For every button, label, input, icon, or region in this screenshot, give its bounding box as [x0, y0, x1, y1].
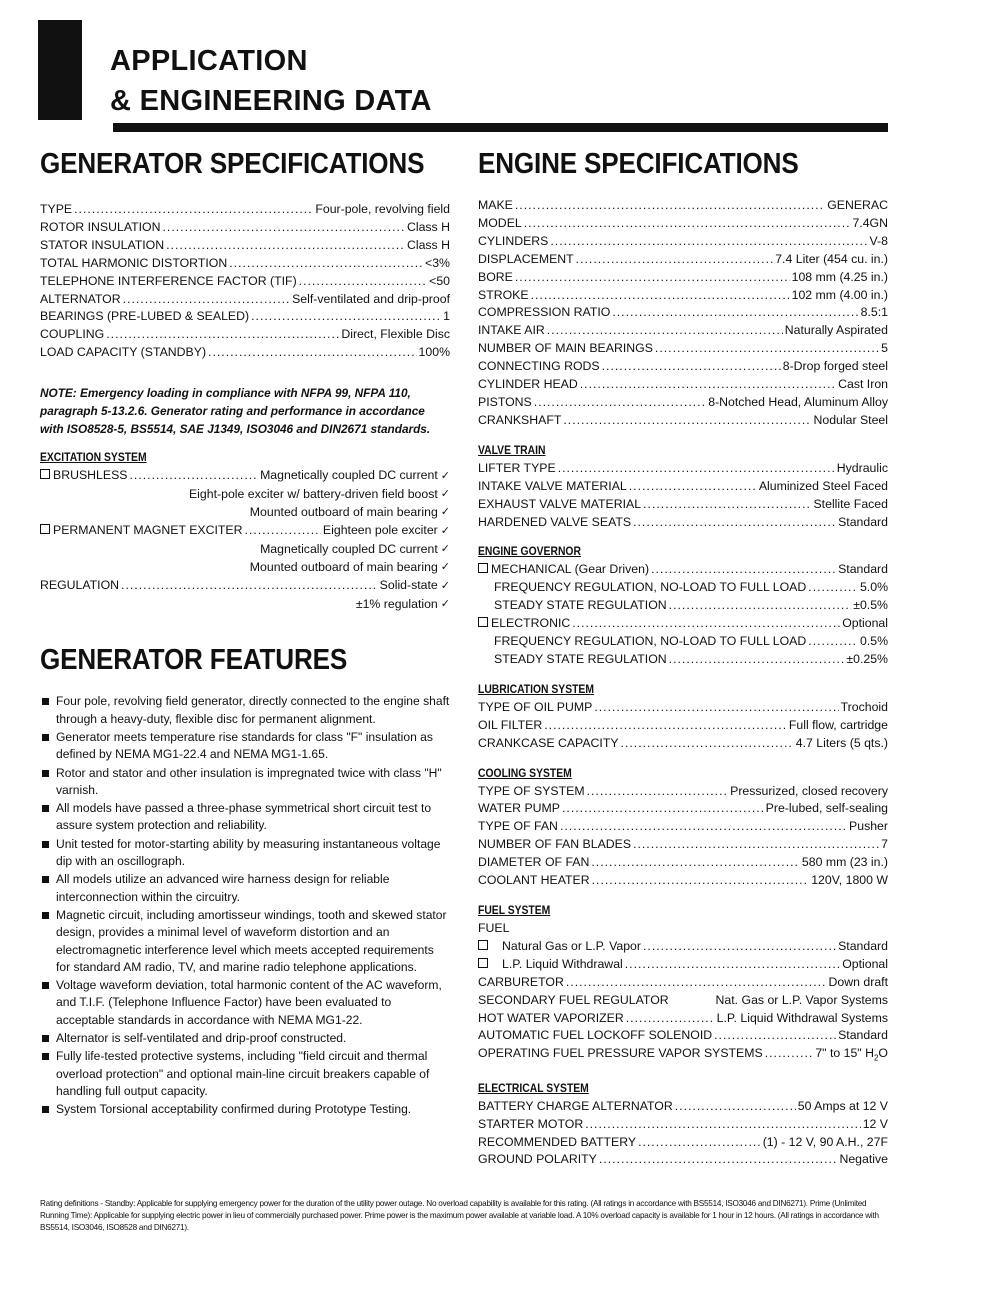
checkmark-icon: ✓	[440, 505, 450, 518]
checkmark-icon: ✓	[440, 579, 450, 592]
list-item: Fully life-tested protective systems, including "field circuit and thermal overload protection" and optional main-line circuit breakers capable of handling full output capacity.	[40, 1048, 450, 1100]
spec-row: NUMBER OF FAN BLADES ..... 7	[478, 836, 888, 854]
bullet-icon	[42, 841, 49, 848]
spec-row: SECONDARY FUEL REGULATOR Nat. Gas or L.P. Vapor Systems	[478, 992, 888, 1007]
pm-exciter-row: PERMANENT MAGNET EXCITER ..... Eighteen pole exciter ✓	[40, 522, 450, 541]
bullet-icon	[42, 912, 49, 919]
list-item: All models have passed a three-phase symmetrical short circuit test to assure system protection and reliability.	[40, 800, 450, 835]
fuel-heading: FUEL SYSTEM	[478, 905, 551, 917]
pm-exciter-line: Mounted outboard of main bearing ✓	[40, 559, 450, 577]
bullet-icon	[42, 1106, 49, 1113]
spec-row: TYPE ..... Four-pole, revolving field	[40, 201, 450, 219]
spec-row: BEARINGS (PRE-LUBED & SEALED) ..... 1	[40, 308, 450, 326]
spec-row: CRANKSHAFT ..... Nodular Steel	[478, 412, 888, 430]
bullet-icon	[42, 1053, 49, 1060]
bullet-icon	[42, 982, 49, 989]
spec-row: TELEPHONE INTERFERENCE FACTOR (TIF) ..... <50	[40, 273, 450, 291]
excitation-heading: EXCITATION SYSTEM	[40, 452, 147, 465]
checkmark-icon: ✓	[440, 524, 450, 537]
spec-row: STATOR INSULATION ..... Class H	[40, 237, 450, 255]
checkbox-icon	[40, 469, 50, 479]
spec-row: PISTONS ..... 8-Notched Head, Aluminum Alloy	[478, 394, 888, 412]
spec-row: TYPE OF OIL PUMP ..... Trochoid	[478, 699, 888, 717]
bullet-icon	[42, 805, 49, 812]
valve-train-heading: VALVE TRAIN	[478, 444, 546, 457]
spec-row: FREQUENCY REGULATION, NO-LOAD TO FULL LOAD ..... 5.0%	[478, 579, 888, 597]
bullet-icon	[42, 770, 49, 777]
generator-specs-list	[40, 201, 450, 362]
spec-row: STEADY STATE REGULATION ..... ±0.5%	[478, 597, 888, 615]
spec-row: BATTERY CHARGE ALTERNATOR ..... 50 Amps at 12 V	[478, 1098, 888, 1116]
spec-row: WATER PUMP ..... Pre-lubed, self-sealing	[478, 800, 888, 818]
spec-row: TYPE OF FAN ..... Pusher	[478, 818, 888, 836]
list-item: All models utilize an advanced wire harness design for reliable interconnection within the circuitry.	[40, 871, 450, 906]
spec-row: FUEL	[478, 921, 510, 935]
list-item: Rotor and stator and other insulation is impregnated twice with class "H" varnish.	[40, 765, 450, 800]
spec-row: GROUND POLARITY ..... Negative	[478, 1151, 888, 1169]
spec-row: DISPLACEMENT ..... 7.4 Liter (454 cu. in.)	[478, 251, 888, 269]
spec-row: EXHAUST VALVE MATERIAL ..... Stellite Faced	[478, 496, 888, 514]
spec-row: STROKE ..... 102 mm (4.00 in.)	[478, 287, 888, 305]
spec-row: INTAKE VALVE MATERIAL ..... Aluminized Steel Faced	[478, 478, 888, 496]
spec-row: COUPLING ..... Direct, Flexible Disc	[40, 326, 450, 344]
list-item: Unit tested for motor-starting ability by measuring instantaneous voltage dip with an oscillograph.	[40, 836, 450, 871]
features-list	[40, 693, 450, 1118]
bullet-icon	[42, 734, 49, 741]
electrical-heading: ELECTRICAL SYSTEM	[478, 1082, 589, 1095]
checkbox-icon	[478, 617, 488, 627]
checkbox-icon	[478, 958, 488, 968]
spec-row: CARBURETOR ..... Down draft	[478, 974, 888, 992]
spec-row: BORE ..... 108 mm (4.25 in.)	[478, 269, 888, 287]
spec-row: LOAD CAPACITY (STANDBY) ..... 100%	[40, 344, 450, 362]
spec-row: ALTERNATOR ..... Self-ventilated and drip-proof	[40, 291, 450, 309]
bullet-icon	[42, 698, 49, 705]
list-item: Voltage waveform deviation, total harmonic content of the AC waveform, and T.I.F. (Telephone Influence Factor) have been evaluated to acceptable standards in accordance with NEMA MG1-22.	[40, 977, 450, 1029]
generator-specs-heading: GENERATOR SPECIFICATIONS	[40, 148, 425, 180]
spec-row: CYLINDERS ..... V-8	[478, 233, 888, 251]
spec-row: MODEL ..... 7.4GN	[478, 215, 888, 233]
bullet-icon	[42, 1035, 49, 1042]
right-column	[478, 145, 888, 1169]
brushless-row: BRUSHLESS ..... Magnetically coupled DC current ✓	[40, 467, 450, 486]
spec-row: DIAMETER OF FAN ..... 580 mm (23 in.)	[478, 854, 888, 872]
spec-row: Natural Gas or L.P. Vapor ..... Standard	[478, 938, 888, 956]
spec-row: AUTOMATIC FUEL LOCKOFF SOLENOID ..... Standard	[478, 1027, 888, 1045]
page-title-line1: APPLICATION	[110, 45, 308, 77]
spec-row: OPERATING FUEL PRESSURE VAPOR SYSTEMS ..... 7" to 15" $H_2O$	[478, 1045, 888, 1067]
checkmark-icon: ✓	[440, 488, 450, 501]
checkbox-icon	[40, 524, 50, 534]
brushless-line: Mounted outboard of main bearing ✓	[40, 504, 450, 522]
spec-row: MECHANICAL (Gear Driven) ..... Standard	[478, 561, 888, 579]
list-item: Magnetic circuit, including amortisseur windings, tooth and skewed stator design, provides a minimal level of waveform distortion and an electromagnetic interference level which meets accepted requirements for standard AM radio, TV, and marine radio telephone applications.	[40, 907, 450, 976]
spec-row: CONNECTING RODS ..... 8-Drop forged steel	[478, 358, 888, 376]
spec-row: COMPRESSION RATIO ..... 8.5:1	[478, 304, 888, 322]
compliance-note: NOTE: Emergency loading in compliance with NFPA 99, NFPA 110, paragraph 5-13.2.6. Generator rating and performance in accordance with ISO8528-5, BS5514, SAE J1349, ISO3046 and DIN2671 standards.	[40, 386, 431, 437]
spec-row: CYLINDER HEAD ..... Cast Iron	[478, 376, 888, 394]
regulation-row: REGULATION ..... Solid-state ✓	[40, 577, 450, 596]
engine-specs-list	[478, 197, 888, 430]
header-black-bar	[38, 20, 82, 120]
spec-row: HARDENED VALVE SEATS ..... Standard	[478, 514, 888, 532]
engine-specs-heading: ENGINE SPECIFICATIONS	[478, 148, 799, 180]
checkmark-icon: ✓	[440, 597, 450, 610]
list-item: Four pole, revolving field generator, directly connected to the engine shaft through a heavy-duty, flexible disc for permanent alignment.	[40, 693, 450, 728]
list-item: System Torsional acceptability confirmed during Prototype Testing.	[40, 1101, 450, 1118]
spec-row: INTAKE AIR ..... Naturally Aspirated	[478, 322, 888, 340]
generator-features-heading: GENERATOR FEATURES	[40, 644, 348, 677]
spec-row: CRANKCASE CAPACITY ..... 4.7 Liters (5 qts.)	[478, 735, 888, 753]
brushless-line: Eight-pole exciter w/ battery-driven field boost ✓	[40, 486, 450, 504]
spec-row: FREQUENCY REGULATION, NO-LOAD TO FULL LOAD ..... 0.5%	[478, 633, 888, 651]
governor-heading: ENGINE GOVERNOR	[478, 546, 581, 559]
spec-row: ELECTRONIC ..... Optional	[478, 615, 888, 633]
spec-row: OIL FILTER ..... Full flow, cartridge	[478, 717, 888, 735]
list-item: Generator meets temperature rise standards for class "F" insulation as defined by NEMA MG1-22.4 and NEMA MG1-1.65.	[40, 729, 450, 764]
checkmark-icon: ✓	[440, 470, 450, 483]
spec-row: ROTOR INSULATION ..... Class H	[40, 219, 450, 237]
checkbox-icon	[478, 563, 488, 573]
spec-row: STARTER MOTOR ..... 12 V	[478, 1116, 888, 1134]
spec-row: LIFTER TYPE ..... Hydraulic	[478, 460, 888, 478]
lubrication-heading: LUBRICATION SYSTEM	[478, 683, 594, 696]
cooling-heading: COOLING SYSTEM	[478, 767, 572, 780]
pm-exciter-line: Magnetically coupled DC current ✓	[40, 541, 450, 559]
regulation-line: ±1% regulation ✓	[40, 596, 450, 614]
checkmark-icon: ✓	[440, 560, 450, 573]
spec-row: MAKE ..... GENERAC	[478, 197, 888, 215]
spec-row: NUMBER OF MAIN BEARINGS ..... 5	[478, 340, 888, 358]
list-item: Alternator is self-ventilated and drip-proof constructed.	[40, 1030, 450, 1047]
bullet-icon	[42, 876, 49, 883]
page-title-line2: & ENGINEERING DATA	[110, 85, 432, 117]
spec-row: TOTAL HARMONIC DISTORTION ..... <3%	[40, 255, 450, 273]
spec-row: RECOMMENDED BATTERY ..... (1) - 12 V, 90 A.H., 27F	[478, 1134, 888, 1152]
spec-row: TYPE OF SYSTEM ..... Pressurized, closed recovery	[478, 783, 888, 801]
left-column	[40, 145, 450, 1120]
rating-definitions-footnote: Rating definitions - Standby: Applicable for supplying emergency power for the duration of the utility power outage. No overload capability is available for this rating. (All ratings in accordance with BS5514, ISO3046 and DIN6271). Prime (Unlimited Running Time): Applicable for supplying electric power in lieu of commercially purchased power. Prime power is the maximum power available at variable load. A 10% overload capacity is available for 1 hour in 12 hours. (All ratings in accordance with BS5514, ISO3046, ISO8528 and DIN6271).	[40, 1199, 879, 1232]
checkbox-icon	[478, 940, 488, 950]
spec-row: COOLANT HEATER ..... 120V, 1800 W	[478, 872, 888, 890]
spec-row: STEADY STATE REGULATION ..... ±0.25%	[478, 651, 888, 669]
spec-row: HOT WATER VAPORIZER ..... L.P. Liquid Withdrawal Systems	[478, 1010, 888, 1028]
checkmark-icon: ✓	[440, 542, 450, 555]
header-rule	[113, 123, 888, 132]
spec-row: L.P. Liquid Withdrawal ..... Optional	[478, 956, 888, 974]
